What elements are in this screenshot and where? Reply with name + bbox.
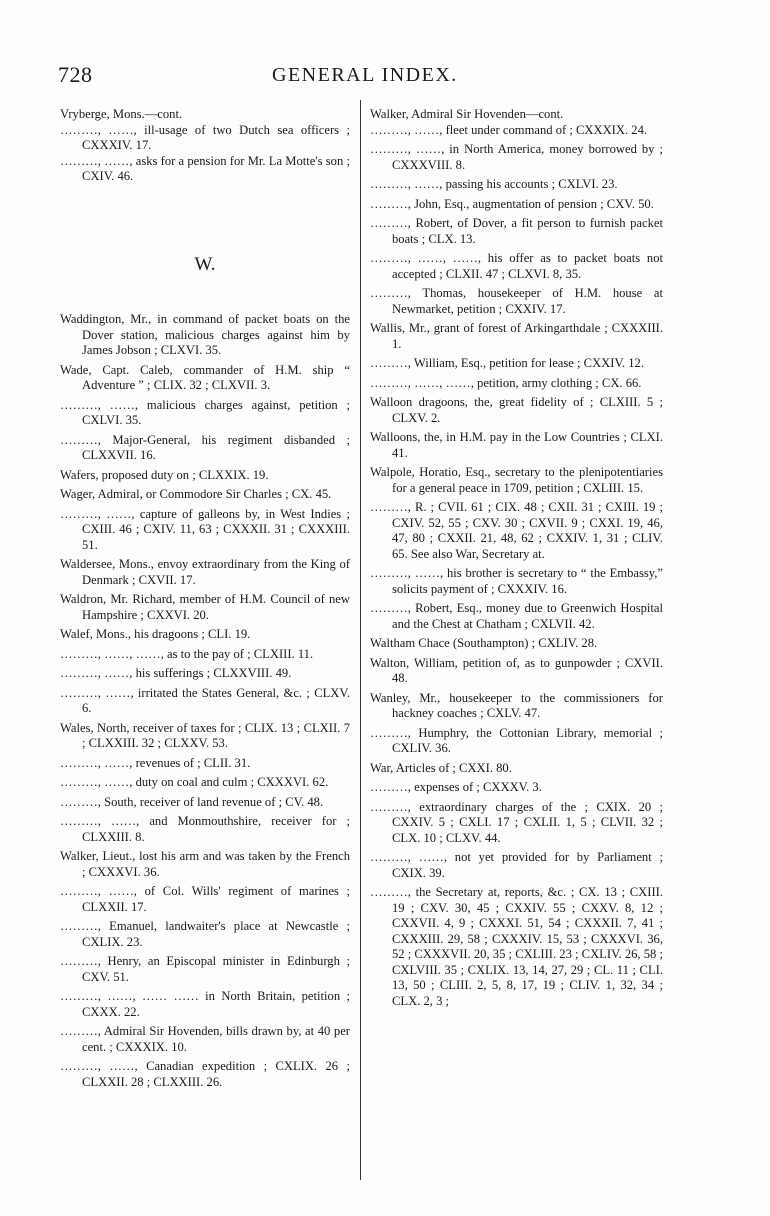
- index-entry: ………, R. ; CVII. 61 ; CIX. 48 ; CXII. 31 ; CXIII. 19 ; CXIV. 52, 55 ; CXV. 30 ; CXVII. 9 ; CXXI. 19, 46, 47, 80 ; CXXII. 21, 48, 62 ; CXXIV. 1, 31 ; CLIV. 65. See also War, Secretary at.: [370, 500, 663, 561]
- index-entry: ………, extraordinary charges of the ; CXIX. 20 ; CXXIV. 5 ; CXLI. 17 ; CXLII. 1, 5 ; CLVII. 32 ; CLX. 10 ; CLXV. 44.: [370, 799, 663, 845]
- index-entry: ………, ……, ……, as to the pay of ; CLXIII. 11.: [60, 646, 314, 661]
- index-entry: Wallis, Mr., grant of forest of Arkingarthdale ; CXXXIII. 1.: [370, 321, 663, 351]
- index-entry: ………, ……, asks for a pension for Mr. La Motte's son ; CXIV. 46.: [60, 153, 350, 183]
- index-entry: ………, ……, malicious charges against, petition ; CXLVI. 35.: [60, 397, 350, 427]
- index-entry: Walloon dragoons, the, great fidelity of ; CLXIII. 5 ; CLXV. 2.: [370, 395, 663, 425]
- index-entry: Wafers, proposed duty on ; CLXXIX. 19.: [60, 467, 269, 482]
- index-entry: ………, Admiral Sir Hovenden, bills drawn by, at 40 per cent. ; CXXXIX. 10.: [60, 1024, 350, 1054]
- index-entry: ………, ……, his sufferings ; CLXXVIII. 49.: [60, 666, 292, 680]
- index-entry: Walloons, the, in H.M. pay in the Low Countries ; CLXI. 41.: [370, 430, 663, 460]
- column-divider: [360, 100, 361, 1180]
- index-entry: ………, ……, capture of galleons by, in West Indies ; CXIII. 46 ; CXIV. 11, 63 ; CXXXII. 31 ; CXXXIII. 51.: [60, 506, 350, 552]
- index-entry: ………, expenses of ; CXXXV. 3.: [370, 780, 542, 794]
- index-entry: ………, ……, ……, petition, army clothing ; CX. 66.: [370, 375, 642, 390]
- index-entry: ………, ……, fleet under command of ; CXXXIX. 24.: [370, 122, 648, 137]
- index-entry: ………, ……, of Col. Wills' regiment of marines ; CLXXII. 17.: [60, 884, 350, 914]
- section-letter: W.: [194, 253, 216, 275]
- continued-heading: Walker, Admiral Sir Hovenden—cont.: [370, 107, 564, 121]
- index-entry: ………, Robert, Esq., money due to Greenwich Hospital and the Chest at Chatham ; CXLVII. 42.: [370, 601, 663, 631]
- index-entry: Wager, Admiral, or Commodore Sir Charles ; CX. 45.: [60, 487, 332, 501]
- index-entry: ………, ……, in North America, money borrowed by ; CXXXVIII. 8.: [370, 142, 663, 172]
- right-column: [370, 107, 663, 1013]
- index-entry: Wade, Capt. Caleb, commander of H.M. ship “ Adventure ” ; CLIX. 32 ; CLXVII. 3.: [60, 362, 350, 392]
- index-entry: Waddington, Mr., in command of packet boats on the Dover station, malicious charges against him by James Jobson ; CLXVI. 35.: [60, 312, 350, 357]
- index-entry: ………, Thomas, housekeeper of H.M. house at Newmarket, petition ; CXXIV. 17.: [370, 286, 663, 316]
- index-entry: ………, the Secretary at, reports, &c. ; CX. 13 ; CXIII. 19 ; CXV. 30, 45 ; CXXIV. 55 ; CXXV. 8, 12 ; CXXVII. 4, 9 ; CXXXI. 51, 54 ; CXXXII. 7, 41 ; CXXXIII. 29, 58 ; CXXXIV. 15, 53 ; CXXXVI. 36, 52 ; CXXXVII. 20, 35 ; CXLIII. 23 ; CXLIV. 26, 58 ; CXLVIII. 35 ; CXLIX. 13, 14, 27, 29 ; CL. 11 ; CLI. 13, 50 ; CLIII. 2, 5, 8, 17, 19 ; CLIV. 1, 32, 34 ; CLX. 2, 3 ;: [370, 885, 663, 1008]
- index-entry: ………, Emanuel, landwaiter's place at Newcastle ; CXLIX. 23.: [60, 919, 350, 949]
- index-entry: ………, ……, not yet provided for by Parliament ; CXIX. 39.: [370, 850, 663, 880]
- index-entry: Waldron, Mr. Richard, member of H.M. Council of new Hampshire ; CXXVI. 20.: [60, 592, 350, 622]
- index-entry: ………, William, Esq., petition for lease ; CXXIV. 12.: [370, 356, 644, 370]
- index-entry: ………, South, receiver of land revenue of ; CV. 48.: [60, 794, 324, 809]
- index-entry: ………, ……, irritated the States General, &c. ; CLXV. 6.: [60, 685, 350, 715]
- index-entry: War, Articles of ; CXXI. 80.: [370, 760, 512, 775]
- index-entry: Waldersee, Mons., envoy extraordinary from the King of Denmark ; CXVII. 17.: [60, 557, 350, 587]
- continued-heading: Vryberge, Mons.—cont.: [60, 107, 183, 121]
- index-entry: Waltham Chace (Southampton) ; CXLIV. 28.: [370, 636, 598, 650]
- index-entry: ………, Henry, an Episcopal minister in Edinburgh ; CXV. 51.: [60, 954, 350, 984]
- index-entry: ………, Robert, of Dover, a fit person to furnish packet boats ; CLX. 13.: [370, 216, 663, 246]
- index-entry: ………, John, Esq., augmentation of pension ; CXV. 50.: [370, 196, 654, 211]
- index-entry: ………, ……, revenues of ; CLII. 31.: [60, 755, 251, 770]
- index-entry: ………, ……, …… …… in North Britain, petition ; CXXX. 22.: [60, 989, 350, 1019]
- index-entry: ………, ……, passing his accounts ; CXLVI. 23.: [370, 177, 618, 191]
- index-entry: ………, ……, duty on coal and culm ; CXXXVI. 62.: [60, 775, 329, 789]
- index-entry: Walef, Mons., his dragoons ; CLI. 19.: [60, 627, 251, 641]
- left-column: [60, 107, 350, 1094]
- index-entry: ………, ……, his brother is secretary to “ the Embassy,” solicits payment of ; CXXXIV. 16.: [370, 566, 663, 596]
- index-entry: Wales, North, receiver of taxes for ; CLIX. 13 ; CLXII. 7 ; CLXXIII. 32 ; CLXXV. 53.: [60, 720, 350, 750]
- index-entry: Walton, William, petition of, as to gunpowder ; CXVII. 48.: [370, 655, 663, 685]
- index-entry: ………, Humphry, the Cottonian Library, memorial ; CXLIV. 36.: [370, 725, 663, 755]
- index-entry: Wanley, Mr., housekeeper to the commissioners for hackney coaches ; CXLV. 47.: [370, 690, 663, 720]
- index-entry: ………, ……, Canadian expedition ; CXLIX. 26 ; CLXXII. 28 ; CLXXIII. 26.: [60, 1059, 350, 1089]
- index-entry: Walpole, Horatio, Esq., secretary to the plenipotentiaries for a general peace in 1709, petition ; CXLIII. 15.: [370, 465, 663, 495]
- index-entry: Walker, Lieut., lost his arm and was taken by the French ; CXXXVI. 36.: [60, 849, 350, 879]
- index-entry: ………, Major-General, his regiment disbanded ; CLXXVII. 16.: [60, 432, 350, 462]
- page-number: 728: [58, 62, 93, 87]
- running-head: GENERAL INDEX.: [272, 64, 458, 86]
- index-entry: ………, ……, and Monmouthshire, receiver for ; CLXXIII. 8.: [60, 814, 350, 844]
- index-entry: ………, ……, ……, his offer as to packet boats not accepted ; CLXII. 47 ; CLXVI. 8, 35.: [370, 251, 663, 281]
- index-entry: ………, ……, ill-usage of two Dutch sea officers ; CXXXIV. 17.: [60, 122, 350, 152]
